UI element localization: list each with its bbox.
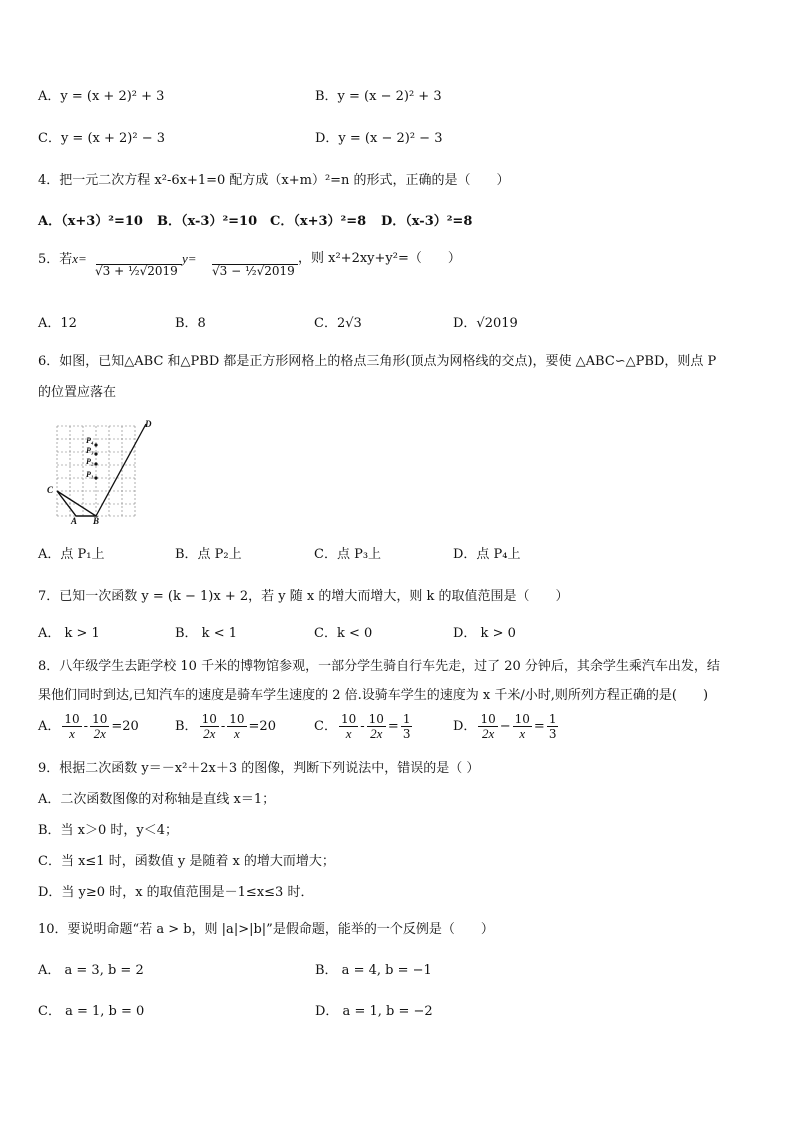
fraction: $\frac{1}{3}$	[548, 712, 557, 741]
label-b: B	[93, 516, 100, 526]
q5-option-c: C．2√3	[314, 316, 362, 331]
q6-option-b: B．点 P₂上	[175, 547, 242, 562]
q8-option-d: D． $\frac{10}{2x}$ − $\frac{10}{x}$ = $\frac{1}{3}$	[453, 712, 557, 741]
q10-option-d: D． a = 1, b = −2	[315, 1004, 433, 1019]
q5-stem	[38, 250, 87, 269]
fraction: $\frac{1}{3}$	[402, 712, 411, 741]
label-p3: P₃	[86, 446, 94, 455]
q4-stem: 4．把一元二次方程 x²-6x+1=0 配方成（x+m）²=n 的形式，正确的是（ ）	[38, 173, 510, 188]
fraction: $\frac{10}{2x}$	[368, 712, 384, 741]
q8-option-c-label: C．	[314, 719, 337, 734]
q4-option-a: A．（x+3）²=10	[38, 214, 143, 229]
q5-y-part	[182, 250, 197, 269]
label-d: D	[145, 419, 152, 429]
q6-option-a: A．点 P₁上	[38, 547, 105, 562]
q10-option-c: C． a = 1, b = 0	[38, 1004, 145, 1019]
q5-x-denominator: √3 + ½√2019	[95, 264, 178, 278]
q4-option-d: D．（x-3）²=8	[381, 214, 473, 229]
q9-option-b: B．当 x＞0 时，y＜4；	[38, 823, 179, 838]
label-p1: P₁	[86, 470, 94, 479]
q6-grid-figure	[45, 418, 160, 526]
q8-option-a-label: A．	[38, 719, 61, 734]
q5-prefix: 5．若	[38, 252, 73, 267]
label-a: A	[71, 516, 78, 526]
fraction: $\frac{10}{x}$	[229, 712, 245, 741]
q5-x-lhs: x=	[72, 251, 87, 266]
q5-x-fraction-bar	[96, 264, 182, 265]
q8-option-b-label: B．	[175, 719, 198, 734]
q9-option-d: D．当 y≥0 时，x 的取值范围是－1≤x≤3 时．	[38, 885, 314, 900]
q8-option-c: C． $\frac{10}{x}$ - $\frac{10}{2x}$ = $\frac{1}{3}$	[314, 712, 411, 741]
fraction: $\frac{10}{2x}$	[480, 712, 496, 741]
q9-stem: 9．根据二次函数 y＝－x²＋2x＋3 的图像，判断下列说法中，错误的是（ ）	[38, 761, 480, 776]
q5-y-denominator: √3 − ½√2019	[212, 264, 295, 278]
q3-option-d: D．y = (x − 2)² − 3	[315, 131, 443, 146]
q7-option-c: C．k < 0	[314, 626, 373, 641]
q8-option-d-label: D．	[453, 719, 477, 734]
q9-option-c: C．当 x≤1 时，函数值 y 是随着 x 的增大而增大；	[38, 854, 335, 869]
q8-option-a: A． $\frac{10}{x}$ - $\frac{10}{2x}$ =20	[38, 712, 139, 741]
fraction: $\frac{10}{x}$	[514, 712, 530, 741]
grid-lines	[57, 426, 135, 516]
q4-option-c: C．（x+3）²=8	[270, 214, 367, 229]
q8-stem-line2: 果他们同时到达,已知汽车的速度是骑车学生速度的 2 倍.设骑车学生的速度为 x 千米/小时,则所列方程正确的是( )	[38, 688, 709, 703]
q5-option-a: A．12	[38, 316, 77, 331]
q5-y-fraction-bar	[212, 264, 298, 265]
q10-stem: 10．要说明命题“若 a > b，则 |a|>|b|”是假命题，能举的一个反例是（ ）	[38, 922, 494, 937]
fraction: $\frac{10}{2x}$	[201, 712, 217, 741]
q8-option-b: B． $\frac{10}{2x}$ - $\frac{10}{x}$ =20	[175, 712, 276, 741]
q7-option-a: A． k > 1	[38, 626, 100, 641]
q6-option-c: C．点 P₃上	[314, 547, 382, 562]
q5-suffix: ，则 x²+2xy+y²=（ ）	[298, 251, 461, 266]
q6-stem-line1: 6．如图，已知△ABC 和△PBD 都是正方形网格上的格点三角形(顶点为网格线的交点)，要使 △ABC∽△PBD，则点 P	[38, 354, 717, 369]
label-c: C	[47, 485, 54, 495]
q3-option-b: B．y = (x − 2)² + 3	[315, 89, 442, 104]
q7-option-b: B． k < 1	[175, 626, 237, 641]
q4-option-b: B．（x-3）²=10	[157, 214, 258, 229]
q3-option-a: A．y = (x + 2)² + 3	[38, 89, 165, 104]
q5-option-b: B．8	[175, 316, 206, 331]
label-p2: P₂	[86, 457, 94, 466]
fraction: $\frac{10}{x}$	[340, 712, 357, 741]
q10-option-b: B． a = 4, b = −1	[315, 963, 432, 978]
triangle-abc	[57, 491, 96, 516]
fraction: $\frac{10}{2x}$	[92, 712, 108, 741]
q7-stem: 7．已知一次函数 y = (k − 1)x + 2，若 y 随 x 的增大而增大，则 k 的取值范围是（ ）	[38, 589, 569, 604]
q3-option-c: C．y = (x + 2)² − 3	[38, 131, 165, 146]
q5-option-d: D．√2019	[453, 316, 518, 331]
q5-y-lhs: y=	[182, 251, 197, 266]
q6-stem-line2: 的位置应落在	[38, 385, 117, 400]
q7-option-d: D． k > 0	[453, 626, 516, 641]
q9-option-a: A．二次函数图像的对称轴是直线 x＝1；	[38, 792, 276, 807]
q6-option-d: D．点 P₄上	[453, 547, 521, 562]
segment-bd	[96, 424, 146, 516]
q10-option-a: A． a = 3, b = 2	[38, 963, 144, 978]
label-p4: P₄	[86, 436, 94, 445]
fraction: $\frac{10}{x}$	[64, 712, 80, 741]
q8-stem-line1: 8．八年级学生去距学校 10 千米的博物馆参观，一部分学生骑自行车先走，过了 20 分钟后，其余学生乘汽车出发，结	[38, 659, 720, 674]
